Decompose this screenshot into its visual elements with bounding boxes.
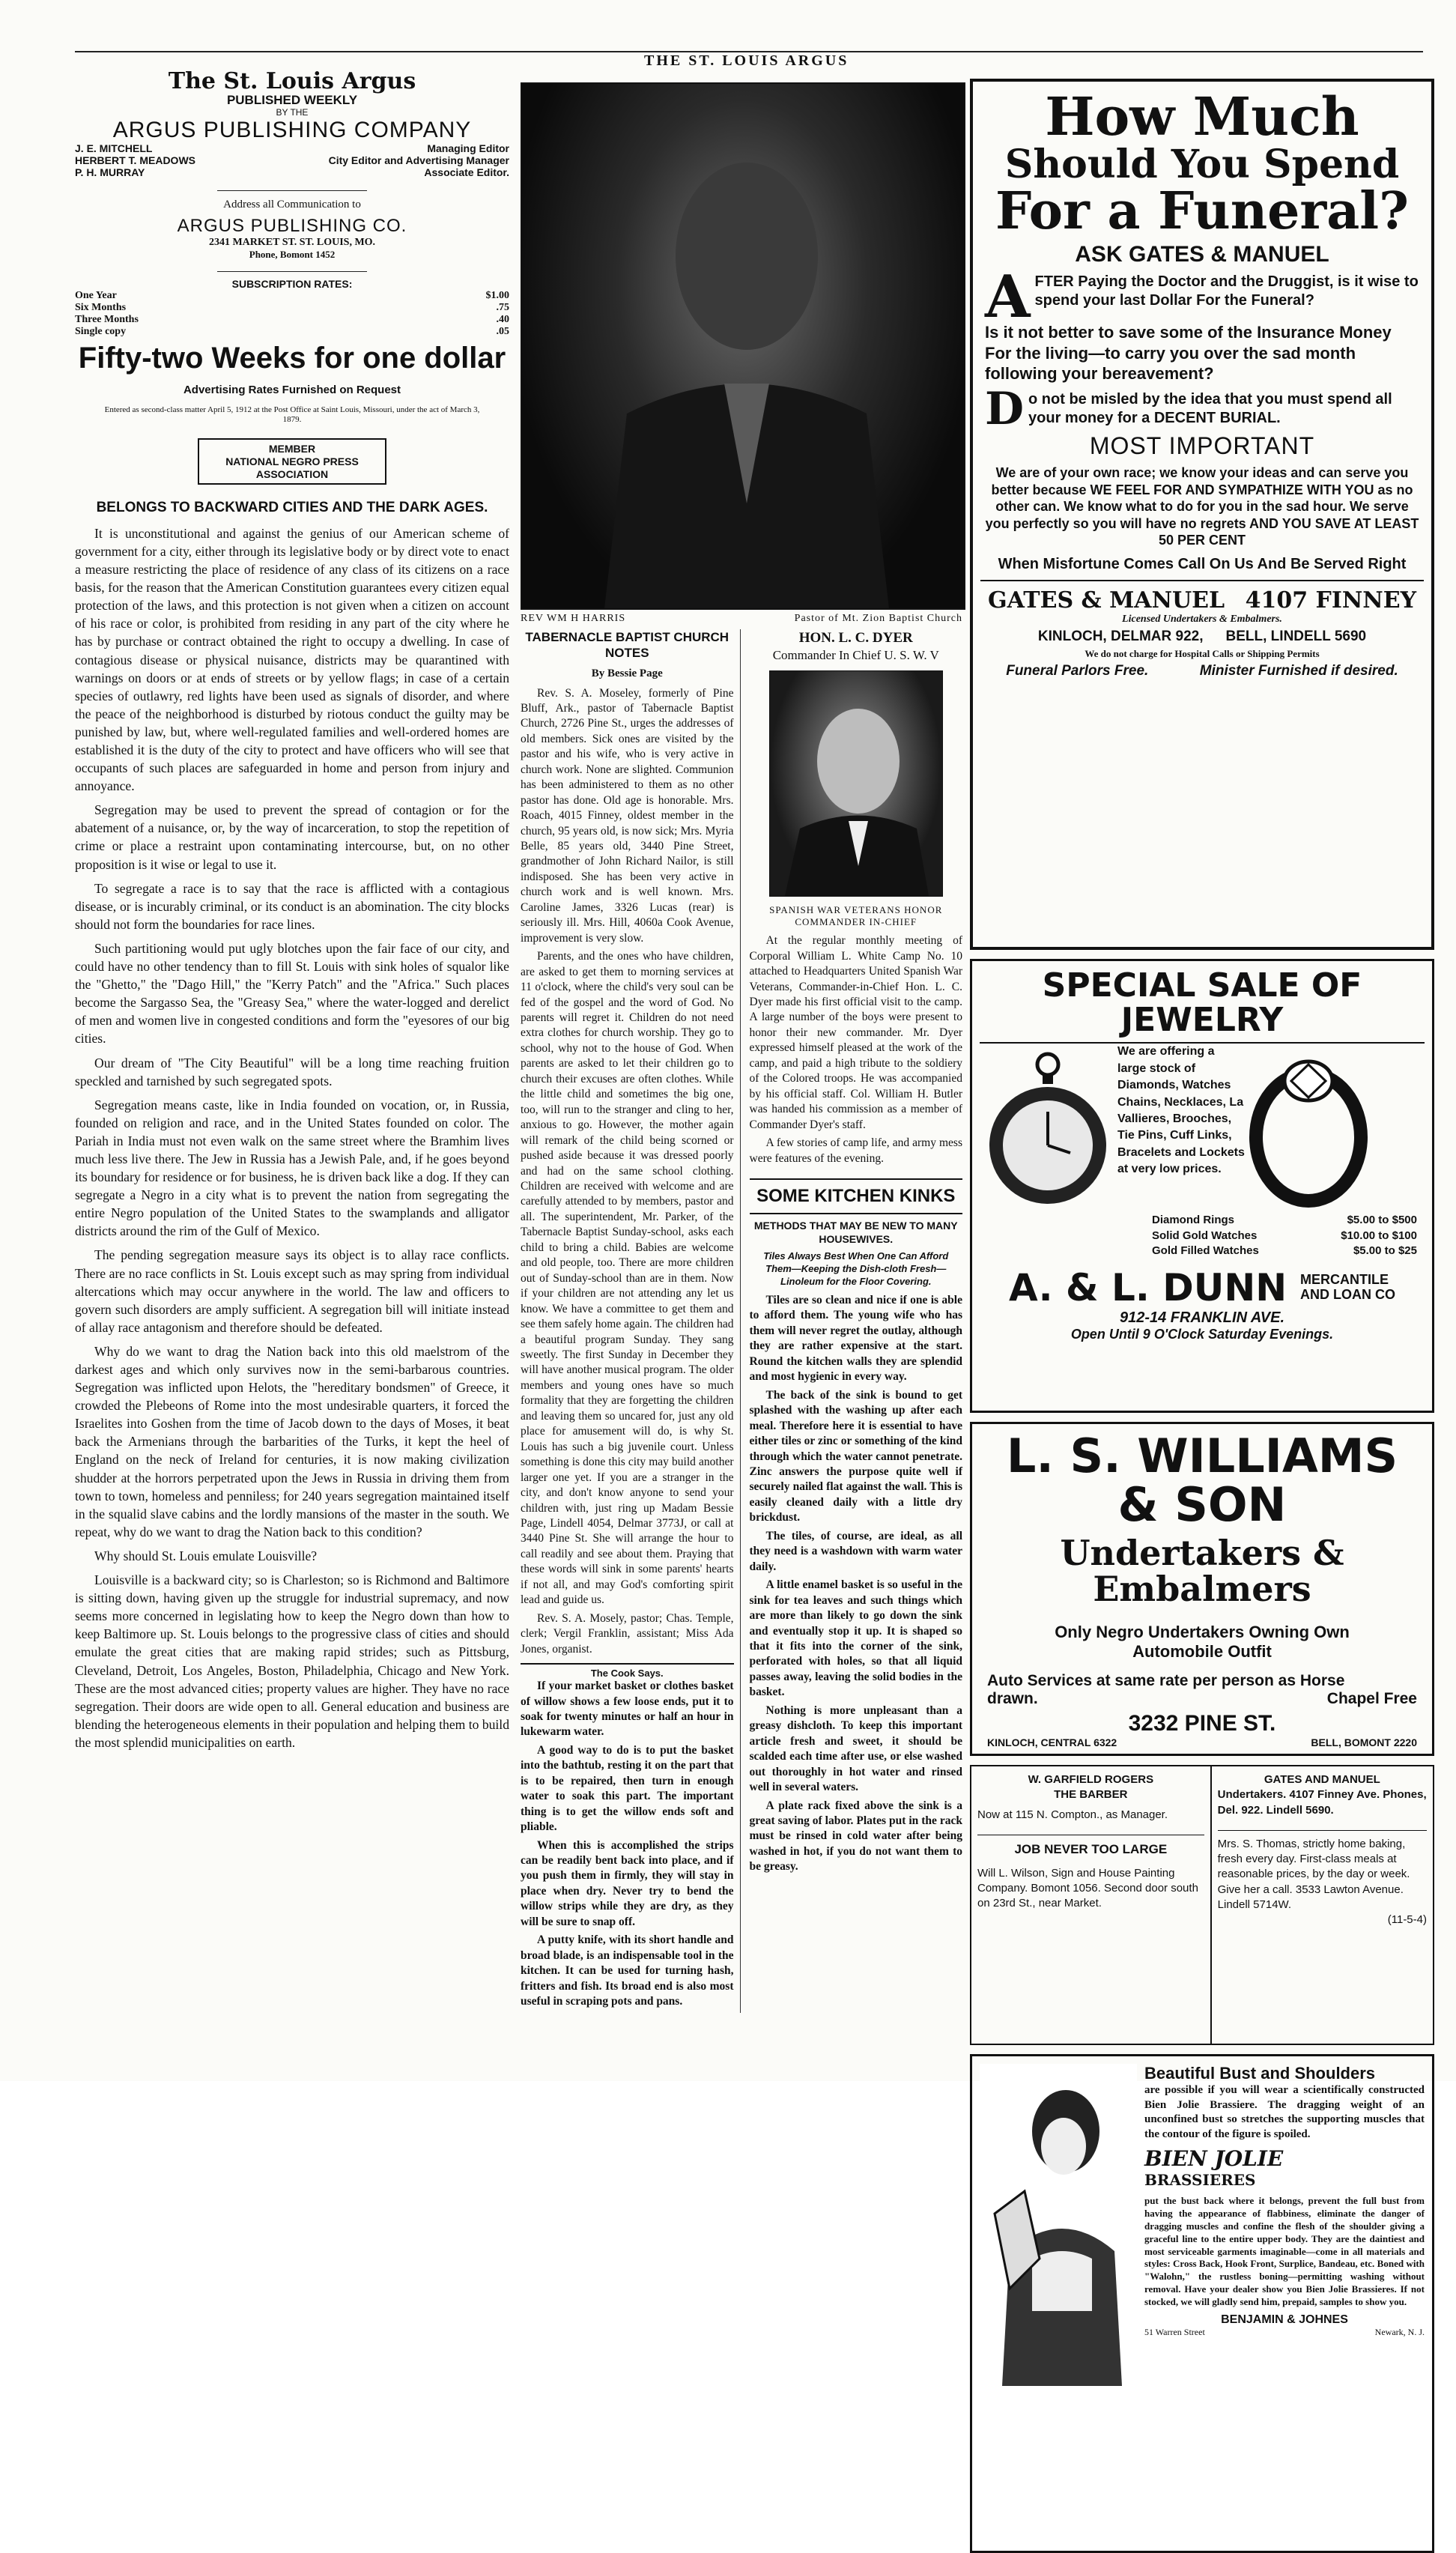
williams-title: L. S. WILLIAMS & SON	[1006, 1429, 1398, 1533]
kinks-para: Nothing is more unpleasant than a greasy dishcloth. To keep this important article fresh and sweet, it should be scalded each time after use, or else washed out thoroughly in hot water and rinsed well in several waters.	[749, 1703, 962, 1794]
tabernacle-title: TABERNACLE BAPTIST CHURCH NOTES	[525, 630, 729, 661]
company-2: ARGUS PUBLISHING CO.	[177, 216, 407, 237]
thomas-text: Mrs. S. Thomas, strictly home baking, fresh every day. First-class meals at reasonable prices, by the day or week. Give her a call. 3533 Lawton Avenue. Lindell 5714W.	[1217, 1837, 1410, 1911]
small-ads	[970, 1765, 1434, 2045]
ad-l2: Should You Spend	[1004, 141, 1400, 187]
ad-l3: For a Funeral?	[995, 181, 1409, 242]
kinks-deck: Tiles Always Best When One Can Afford Them—Keeping the Dish-cloth Fresh—Linoleum for the Floor Covering.	[763, 1250, 949, 1288]
ad-p4: We are of your own race; we know your ideas and can serve you better because WE FEEL FOR AND SYMPATHIZE WITH YOU as no other can. We know what to do for you in the sad hour. We serve you perfectly so you will have no regrets AND YOU SAVE AT LEAST 50 PER CENT	[985, 465, 1419, 548]
sub-row: Six Months .75	[75, 302, 509, 314]
sub-row: Single copy .05	[75, 326, 509, 338]
job-title: JOB NEVER TOO LARGE	[1014, 1841, 1168, 1856]
member-box: MEMBER NATIONAL NEGRO PRESS ASSOCIATION	[198, 438, 386, 485]
ring-icon	[1245, 1051, 1372, 1208]
column-ads	[970, 79, 1434, 2338]
gm-text: Undertakers. 4107 Finney Ave. Phones, Del. 922. Lindell 5690.	[1217, 1788, 1427, 1817]
caption-name: REV WM H HARRIS	[521, 613, 626, 624]
thomas-code: (11-5-4)	[1387, 1913, 1427, 1926]
editorial-para: The pending segregation measure says its object is to allay race conflicts. There are no race conflicts in St. Louis except such as may spring from individual altercations which may occur anywhere in the world. The law and officers to govern such disorders are amply sufficient. A segregation bill will initiate instead of allay race antagonism and therefore should be defeated.	[75, 1247, 509, 1335]
sub-row: One Year $1.00	[75, 290, 509, 302]
woman-illustration	[980, 2064, 1137, 2498]
cook-says	[521, 1663, 734, 2010]
ad-p1: AFTER Paying the Doctor and the Druggist, is it wise to spend your last Dollar For the Funeral?	[985, 262, 1419, 331]
dyer-column	[750, 629, 963, 2013]
address-note: Address all Communication to	[223, 199, 361, 211]
jewelry-title: SPECIAL SALE OF JEWELRY	[980, 969, 1425, 1044]
portrait-photo-harris	[521, 82, 965, 610]
running-header: THE ST. LOUIS ARGUS	[644, 52, 849, 69]
editorial-para: It is unconstitutional and against the genius of our American scheme of government for a city, either through its legislative body or by direct vote to enact a measure restricting the place of residence of any class of its citizens on a race basis, for the reason that the American Constitution guarantees every citizen equal protection of the laws, and this protection is not given when a citizen on account of his race or color, is prohibited from residing in any part of the city where he has by purchase or contract obtained the right to occupy a dwelling. In case of contagious disease or physical nuisance, districts may be quarantined with warnings on doors or at ends of streets or by yellow flags; in case of a certain species of outlawry, red lights have been used as signals of disorder, and where the peace of the neighborhood is disturbed by riotous conduct the guilty may be punished by law, but, where well-regulated families and well-ordered homes are established it is the duty of the city to protect and have officers who will see that occupants of such places are safeguarded in home and person from injury and annoyance.	[75, 525, 509, 794]
ad-lic: Licensed Undertakers & Embalmers.	[1122, 613, 1282, 625]
williams-l1: Only Negro Undertakers Owning Own	[1055, 1622, 1350, 1641]
ad-phones: KINLOCH, DELMAR 922, BELL, LINDELL 5690	[1037, 628, 1367, 644]
ad-bien-jolie	[970, 2054, 1434, 2553]
dyer-para: At the regular monthly meeting of Corporal William L. White Camp No. 10 attached to Headquarters United Spanish War Veterans, Commander-in-Chief Hon. L. C. Dyer made his first official visit to the camp. A large number of the boys were present to honor their new commander. Mr. Dyer expressed himself pleased at the work of the camp, and paid a high tribute to the soldiery of the Colored troops. He was accompanied by his official staff. Col. William H. Butler was handed his commission as a member of Commander Dyer's staff.	[749, 934, 962, 1131]
pocket-watch-icon	[984, 1048, 1111, 1213]
dunn-firm: A. & L. DUNN MERCANTILE AND LOAN CO	[1008, 1266, 1396, 1310]
williams-sub: Undertakers & Embalmers	[1060, 1533, 1344, 1610]
bust-title: Beautiful Bust and Shoulders	[1144, 2064, 1376, 2083]
adv-note: Advertising Rates Furnished on Request	[183, 383, 401, 396]
editorial-para: Why do we want to drag the Nation back into this old maelstrom of the darkest ages and which only survives now in the semi-barbarous countries. Segregation was inflicted upon Helots, the "hereditary bondsmen" of Greece, it crowded the Plebeons of Rome into the most undesirable quarters, it forced the Israelites into Goshen from the time of Jacob down to the days of Moses, it beat back the Armenians through the barbarities of the Turks, it kept the heel of England on the neck of Ireland for centuries, it is now making civilization shudder at the horrors perpetrated upon the Jews in Russia in driving them from town to town, homeless and penniless; for 240 years segregation maintained itself in the squalid slave cabins and the lordly mansions of the master in the south. We repeat, why do we want to drag the Nation back to this condition?	[75, 1343, 509, 1539]
williams-l4-row: drawn. Chapel Free	[987, 1689, 1417, 1707]
editorial-para: Such partitioning would put ugly blotches upon the fair face of our city, and could have no other tendency than to fill St. Louis with sink holes of squalor like the "Ghetto," the "Dago Hill," the "Kerry Patch" and the "Africa." Such places become the Sargasso Sea, the "Greasy Sea," where the water-logged and derelict of men and women live in congested conditions and form the "eyesores of our big cities.	[75, 940, 509, 1047]
dunn-open: Open Until 9 O'Clock Saturday Evenings.	[1070, 1327, 1334, 1342]
bust-address: 51 Warren Street Newark, N. J.	[1144, 2327, 1425, 2338]
caption-title: Pastor of Mt. Zion Baptist Church	[794, 613, 962, 624]
masthead	[75, 69, 509, 142]
column-editorial	[75, 69, 509, 2062]
ad-parlors: Funeral Parlors Free. Minister Furnished if desired.	[1006, 662, 1398, 679]
tabernacle-para: Parents, and the ones who have children, are asked to get them to morning services at 11 o'clock, where the child's very soul can be fed of the gospel and the word of God. No parents will regret it. Children do not need extra clothes for church worship. They go to school, why not to the house of God. When parents are asked to let their children go to church their excuses are often clothes. While the little child and sometimes the big one, too, will run to the stranger and cling to her, anxious to go. However, the mother again will remark of the child being scorned or pushed aside because it was dressed poorly and had on the same school clothing. Children are received with welcome and are carefully attended to by members, pastor and all. The superintendent, Mr. Parker, of the Tabernacle Baptist Sunday-school, asks each child to bring a child. Babies are welcome and old people, too. There are more children out of Sunday-school than are in them. Now if your children are not attending any let us know. We have a committee to get them and see them safely home again. The children had a beautiful program Sunday. They sang sweetly. The first Sunday in December they will have another musical program. The older members and young ones have so much formality that they are forgetting the children and leaving them so uncared for, just any old place for amusement will do, is why St. Louis has such a big juvenile court. Unless something is done this city may build another larger one yet. If you are a stranger in the city, and don't know anyone to send your children with, just ring up Madam Bessie Page, Lindell 4054, Delmar 3773J, or call at 3440 Pine St. She will arrange the hour to call readily and see about them. Praying that these words will sink in some parents' hearts if not all, and may God's comforting spirit lead and guide us.	[521, 950, 734, 1607]
gm-title: GATES AND MANUEL	[1264, 1773, 1380, 1786]
kinks-para: A little enamel basket is so useful in the sink for tea leaves and such things which are more than likely to go down the sink and eventually stop it up. It is shaped so that it fits into the corner of the sink, perforated with holes, so that all liquid passes away, leaving the solid bodies in the basket.	[749, 1578, 962, 1699]
news-subcolumns	[521, 629, 962, 2013]
masthead-title: The St. Louis Argus	[168, 68, 416, 94]
editorial-para: Segregation may be used to prevent the spread of contagion or for the abatement of a nuisance, or, by the way of incarceration, to stop the repetition of crime or place a restraint upon contaminating intercourse, but, on no other proposition is it wise or legal to use it.	[75, 802, 509, 872]
williams-l2: Automobile Outfit	[1132, 1641, 1272, 1661]
bust-brand-2: BRASSIERES	[1144, 2171, 1256, 2189]
jewelry-prices: Diamond Rings $5.00 to $500 Solid Gold Watches $10.00 to $100 Gold Filled Watches $5.00 to $25	[1152, 1214, 1417, 1257]
dyer-caption: SPANISH WAR VETERANS HONOR COMMANDER IN-CHIEF	[769, 904, 943, 927]
tabernacle-column	[521, 629, 741, 2013]
by-the: BY THE	[276, 106, 309, 118]
cook-para: If your market basket or clothes basket of willow shows a few loose ends, put it to soak for twenty minutes or half an hour in lukewarm water.	[521, 1680, 734, 1739]
staff-row-1: J. E. MITCHELL Managing Editor	[75, 142, 509, 154]
ad-williams	[970, 1422, 1434, 1756]
ad-funeral-gates-manuel	[970, 79, 1434, 950]
kinks-title: SOME KITCHEN KINKS	[750, 1178, 963, 1214]
street-address: 2341 MARKET ST. ST. LOUIS, MO.	[208, 237, 376, 249]
cook-para: A putty knife, with its short handle and broad blade, is an indispensable tool in the kitchen. It can be used for turning hash, fritters and fish. Its broad end is also most useful in scraping pots and pans.	[521, 1933, 734, 2008]
company-name: ARGUS PUBLISHING COMPANY	[112, 117, 472, 142]
kinks-subtitle: METHODS THAT MAY BE NEW TO MANY HOUSEWIVES.	[753, 1219, 958, 1246]
kinks-para: The tiles, of course, are ideal, as all they need is a washdown with warm water daily.	[749, 1529, 962, 1573]
published-weekly: PUBLISHED WEEKLY	[226, 93, 358, 107]
tabernacle-para: Rev. S. A. Mosely, pastor; Chas. Temple, clerk; Vergil Franklin, assistant; Miss Ada Jones, organist.	[521, 1611, 734, 1656]
photo-caption	[521, 613, 962, 625]
williams-l3: Auto Services at same rate per person as Horse	[987, 1671, 1345, 1689]
ad-misf: When Misfortune Comes Call On Us And Be Served Right	[998, 555, 1407, 572]
editorial-para: Why should St. Louis emulate Louisville?	[94, 1548, 318, 1563]
jewelry-list: We are offering a large stock of Diamonds, Watches Chains, Necklaces, La Vallieres, Brooches, Tie Pins, Cuff Links, Bracelets and Lockets at very low prices.	[1117, 1045, 1245, 1176]
rogers-text: Now at 115 N. Compton., as Manager.	[977, 1808, 1168, 1821]
dunn-addr: 912-14 FRANKLIN AVE.	[1119, 1309, 1285, 1327]
sub-row: Three Months .40	[75, 314, 509, 326]
bust-text-2: put the bust back where it belongs, prevent the full bust from having the appearance of flabbiness, eliminate the danger of dragging muscles and confine the flesh of the shoulder giving a graceful line to the entire upper body. They are the daintiest and most serviceable garments imaginable—come in all materials and styles: Cross Back, Hook Front, Surplice, Bandeau, etc. Boned with "Walohn," the rustless boning—permitting washing without removal. Have your dealer show you Bien Jolie Brassieres. If not stocked, we will gladly send him, prepaid, samples to show you.	[1144, 2195, 1425, 2308]
kinks-para: The back of the sink is bound to get splashed with the washing up after each meal. Therefore here it is essential to have either tiles or zinc or something of the kind through which the water cannot penetrate. Zinc answers the purpose quite well if securely nailed flat against the wall. This is easily cleaned daily with a little dry brickdust.	[749, 1388, 962, 1524]
slogan: Fifty-two Weeks for one dollar	[78, 341, 506, 375]
kinks-para: A plate rack fixed above the sink is a great saving of labor. Plates put in the rack must be rinsed in cold water after being washed in hot, if you do not want them to be greasy.	[749, 1799, 962, 1874]
ad-nocharge: We do not charge for Hospital Calls or Shipping Permits	[1085, 647, 1320, 659]
editorial-para: Segregation means caste, like in India founded on vocation, or, in Russia, founded on religion and race, and in the United States founded on color. The Pariah in India must not even walk on the same street where the Bramhim lives much less live there. The Jew in Russia has a Jewish Pale, and, if he goes beyond its boundary for residence or for business, he is driven back like a dog. If they can segregate a Negro in a city what is to prevent the nation from segregating the entire Negro population of the United States to the swamplands and alligator districts around the rim of the Gulf of Mexico.	[75, 1097, 509, 1239]
ad-l1: How Much	[1045, 85, 1359, 148]
bust-firm: BENJAMIN & JOHNES	[1221, 2313, 1348, 2327]
ad-most: MOST IMPORTANT	[1089, 431, 1315, 459]
bust-brand: BIEN JOLIE	[1144, 2146, 1284, 2171]
rogers-name: W. GARFIELD ROGERS	[1028, 1773, 1154, 1786]
editorial-para: To segregate a race is to say that the race is afflicted with a contagious disease, or is incurably criminal, or its conduct is an abomination. The city blocks should not form the boundaries for race lines.	[75, 880, 509, 932]
tabernacle-para: Rev. S. A. Moseley, formerly of Pine Bluff, Ark., pastor of Tabernacle Baptist Church, 2726 Pine St., urges the addresses of old members. Sick ones are visited by the pastor and his wife, who is very active in church work. None are slighted. Communion has been administered to them as no other pastor has done. Old age is honorable. Mrs. Roach, 4015 Finney, oldest member in the church, 95 years old, is now sick; Mrs. Myria Belle, 85 years old, 3440 Pine Street, grandmother of John Richard Nailor, is still indisposed. She has been very active in church work and is well known. Mrs. Caroline James, 3326 Lucas (rear) is seriously ill. Mrs. Hill, 4060a Cook Avenue, improvement is very slow.	[521, 686, 734, 945]
williams-addr: 3232 PINE ST.	[1128, 1710, 1276, 1736]
cook-para: A good way to do is to put the basket into the bathtub, resting it on the part that is to be repaired, then turn in enough water to soak this part. The important thing is to get the willow ends soft and pliable.	[521, 1743, 734, 1834]
column-news	[521, 82, 962, 2068]
ad-p3: Do not be misled by the idea that you must spend all your money for a DECENT BURIAL.	[985, 382, 1392, 435]
phone: Phone, Bomont 1452	[249, 249, 336, 261]
ad-jewelry-dunn	[970, 959, 1434, 1413]
rogers-title: THE BARBER	[1054, 1788, 1128, 1802]
staff-row-3: P. H. MURRAY Associate Editor.	[75, 166, 509, 179]
editorial-para: Louisville is a backward city; so is Charleston; so is Richmond and Baltimore is sitting down, having given up the struggle for industrial supremacy, and now seems more concerned in legislating how to keep the Negro down than how to keep Baltimore up. St. Louis belongs to the progressive class of cities and should emulate the great cities that are making rapid strides; such as Pittsburg, Cleveland, Detroit, Los Angeles, Boston, Philadelphia, Chicago and New York. These are the most advanced cities; property values are higher. They have no race segregation. Their doors are wide open to all. General education and business are blending the heterogeneous elements in their population and helping them to build the most splendid municipalities on earth.	[75, 1572, 509, 1750]
byline: By Bessie Page	[591, 667, 663, 679]
entered-note: Entered as second-class matter April 5, 1912 at the Post Office at Saint Louis, Missouri, under the act of March 3, 1879.	[104, 405, 480, 424]
editorial-headline: BELONGS TO BACKWARD CITIES AND THE DARK AGES.	[96, 500, 488, 516]
dyer-para: A few stories of camp life, and army mess were features of the evening.	[749, 1136, 962, 1165]
ad-ask: ASK GATES & MANUEL	[1075, 242, 1329, 267]
staff-row-2: HERBERT T. MEADOWS City Editor and Advertising Manager	[75, 154, 509, 166]
williams-phones: KINLOCH, CENTRAL 6322 BELL, BOMONT 2220	[987, 1736, 1417, 1748]
ad-p2: Is it not better to save some of the Insurance Money For the living—to carry you over the sad month following your bereavement?	[985, 323, 1392, 384]
subs-title: SUBSCRIPTION RATES:	[231, 278, 353, 291]
bust-text: are possible if you will wear a scientifically constructed Bien Jolie Brassiere. The dragging weight of an unconfined bust so stretches the supporting muscles that the contour of the figure is spoiled.	[1144, 2084, 1425, 2140]
job-text: Will L. Wilson, Sign and House Painting Company. Bomont 1056. Second door south on 23rd St., near Market.	[977, 1866, 1198, 1910]
cook-title: The Cook Says.	[590, 1668, 664, 1680]
cook-para: When this is accomplished the strips can be readily bent back into place, and if you push them in firmly, they will stay in place when dry. Never try to bend the willow strips while they are dry, as they will be sure to snap off.	[521, 1838, 734, 1928]
editorial-para: Our dream of "The City Beautiful" will be a long time reaching fruition speckled and tarnished by such segregated spots.	[75, 1055, 509, 1088]
dyer-title: HON. L. C. DYER	[798, 630, 913, 646]
ad-firm-row: GATES & MANUEL 4107 FINNEY	[988, 587, 1416, 614]
portrait-photo-dyer	[769, 670, 943, 897]
dyer-subtitle: Commander In Chief U. S. W. V	[772, 647, 939, 662]
kinks-para: Tiles are so clean and nice if one is able to afford them. The young wife who has them will never regret the outlay, although they are rather expensive at the start. Round the kitchen walls they are splendid and most hygienic in every way.	[749, 1294, 962, 1384]
